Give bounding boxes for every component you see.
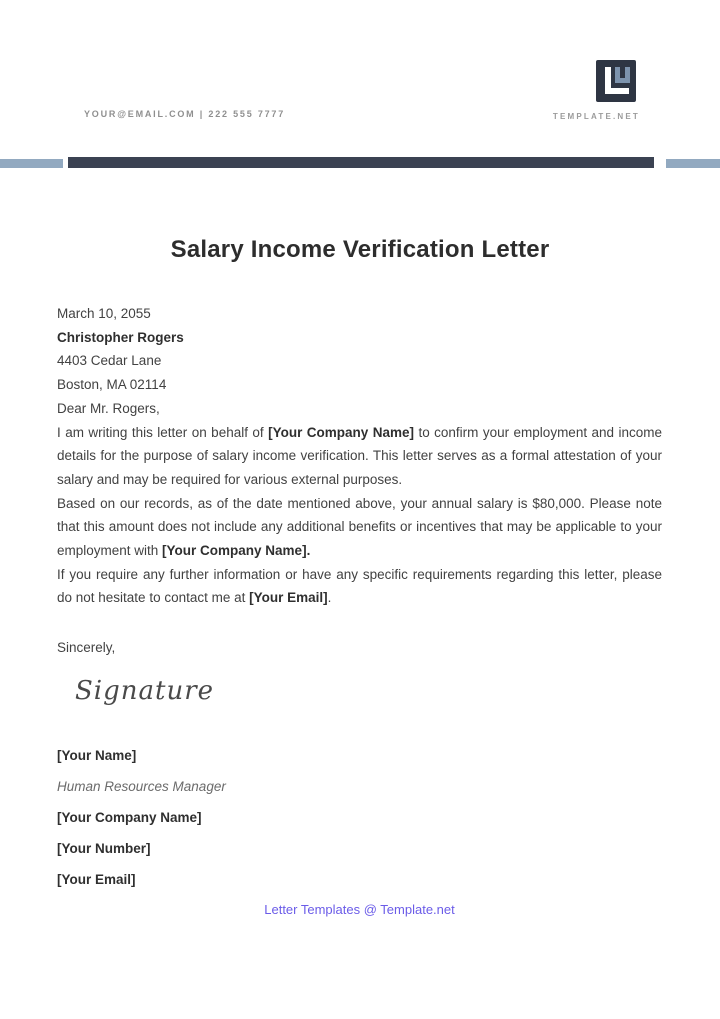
signature-role: Human Resources Manager <box>57 778 226 794</box>
signature-name: [Your Name] <box>57 747 137 763</box>
paragraph-3: If you require any further information or have any specific requirements regarding this letter, please do not hesitate to contact me at [Your Email]. <box>57 566 662 606</box>
recipient-address-line1: 4403 Cedar Lane <box>57 353 162 369</box>
signature-number: [Your Number] <box>57 840 151 856</box>
divider-light-left-segment <box>0 159 63 168</box>
signature-email: [Your Email] <box>57 871 136 887</box>
paragraph-1: I am writing this letter on behalf of [Your Company Name] to confirm your employment and income details for the purpose of salary income verification. This letter serves as a formal attestation of your salary and may be required for various external purposes. <box>57 424 662 487</box>
signature-company: [Your Company Name] <box>57 809 202 825</box>
divider-light-right-segment <box>666 159 720 168</box>
paragraph-2: Based on our records, as of the date mentioned above, your annual salary is $80,000. Please note that this amount does not include any additional benefits or incentives that may be applicable to your employment with [Your Company Name]. <box>57 495 662 559</box>
closing-salutation: Sincerely, <box>57 640 116 656</box>
recipient-name: Christopher Rogers <box>57 329 184 345</box>
footer-template-link[interactable]: Letter Templates @ Template.net <box>264 901 455 917</box>
letter-body <box>57 302 662 921</box>
header-divider <box>0 157 720 168</box>
brand-name: TEMPLATE.NET <box>552 112 640 121</box>
page-title: Salary Income Verification Letter <box>170 236 550 263</box>
signature-script: Signature <box>75 675 215 706</box>
letter-date: March 10, 2055 <box>57 306 151 321</box>
salutation: Dear Mr. Rogers, <box>57 400 160 416</box>
divider-dark-segment <box>68 157 654 168</box>
footer <box>57 899 662 921</box>
recipient-address-line2: Boston, MA 02114 <box>57 377 167 393</box>
template-net-logo-icon <box>596 60 636 103</box>
header-contact-info: YOUR@EMAIL.COM | 222 555 7777 <box>84 109 286 119</box>
